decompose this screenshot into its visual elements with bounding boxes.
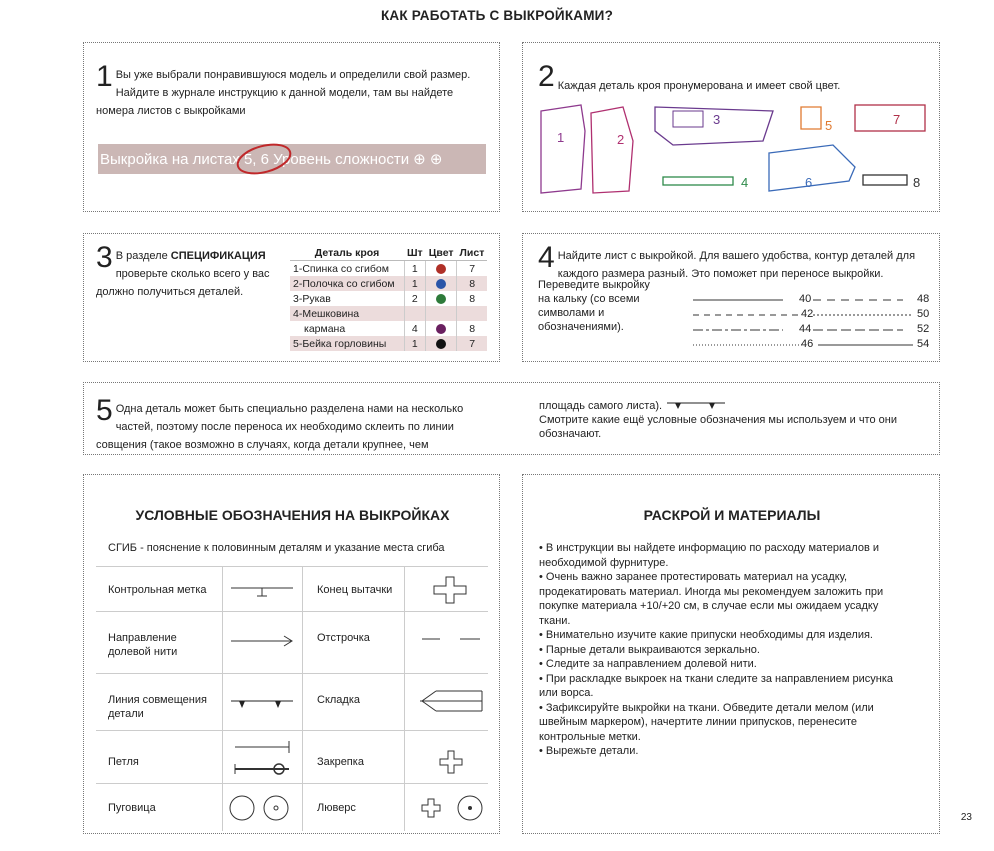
pleat-icon <box>418 687 484 715</box>
control-mark-icon <box>229 580 295 600</box>
dart-end-icon <box>432 575 468 605</box>
legend-title: УСЛОВНЫЕ ОБОЗНАЧЕНИЯ НА ВЫКРОЙКАХ <box>135 507 450 523</box>
step-5-text-right-2: Смотрите какие ещё условные обозначения мы используем и что они обозначают. <box>539 414 897 440</box>
legend-box <box>83 474 500 834</box>
step-2-text: Каждая деталь кроя пронумерована и имеет свой цвет. <box>557 80 841 92</box>
topstitch-icon <box>420 633 484 645</box>
list-item: • При раскладке выкроек на ткани следите за направлением рисунка или ворса. <box>539 672 894 699</box>
table-header: Лист <box>457 246 488 261</box>
size-label: 50 <box>917 308 930 320</box>
list-item: • Вырежьте детали. <box>539 745 639 757</box>
page-title: КАК РАБОТАТЬ С ВЫКРОЙКАМИ? <box>380 8 614 23</box>
size-label: 44 <box>799 323 812 335</box>
legend-item: Контрольная метка <box>108 584 207 596</box>
piece-label: 4 <box>741 175 749 190</box>
color-dot <box>436 279 446 289</box>
step-5-box <box>83 382 940 455</box>
step-5-text: Одна деталь может быть специально разделена нами на несколько частей, поэтому после переноса их необходимо склеить по линии совщения (такое возможно в случаях, когда детали крупнее, чем <box>96 403 464 451</box>
buttonhole-icon <box>229 739 295 779</box>
step-number: 5 <box>96 394 113 427</box>
step-4-text-2: Переведите выкройку на кальку (со всеми символами и обозначениями). <box>538 279 650 333</box>
piece-label: 6 <box>805 175 813 190</box>
alignment-mark-icon <box>665 400 727 412</box>
cutting-bullets <box>539 541 909 759</box>
table-row: 1-Спинка со сгибом 1 7 <box>290 261 487 277</box>
legend-item: Конец вытачки <box>317 584 393 596</box>
table-header: Деталь кроя <box>290 246 404 261</box>
legend-item: Пуговица <box>108 802 156 814</box>
list-item: • В инструкции вы найдете информацию по расходу материалов и необходимой фурнитуре. <box>539 542 879 569</box>
table-header: Цвет <box>426 246 457 261</box>
table-header: Шт <box>404 246 426 261</box>
size-label: 40 <box>799 293 812 305</box>
table-row: кармана 4 8 <box>290 321 487 336</box>
piece-label: 7 <box>893 112 901 127</box>
step-number: 2 <box>538 60 555 93</box>
table-row: 3-Рукав 2 8 <box>290 291 487 306</box>
color-dot <box>436 264 446 274</box>
specification-table <box>290 246 487 351</box>
legend-item: Петля <box>108 756 139 768</box>
list-item: • Парные детали выкраиваются зеркально. <box>539 643 760 656</box>
eyelet-icon <box>418 793 488 823</box>
piece-label: 3 <box>713 112 721 127</box>
piece-label: 1 <box>557 130 565 145</box>
step-1-text: Вы уже выбрали понравившуюся модель и определили свой размер. Найдите в журнале инструкцию к данной модели, там вы найдете номера листов с выкройками <box>96 69 471 117</box>
table-row: 2-Полочка со сгибом 1 8 <box>290 276 487 291</box>
size-label: 42 <box>801 308 814 320</box>
legend-item: Закрепка <box>317 756 364 768</box>
color-dot <box>436 339 446 349</box>
cutting-title: РАСКРОЙ И МАТЕРИАЛЫ <box>643 507 821 523</box>
list-item: • Следите за направлением долевой нити. <box>539 658 757 670</box>
button-icon <box>226 793 296 823</box>
color-dot <box>436 324 446 334</box>
page-number: 23 <box>960 812 972 823</box>
cutting-box <box>522 474 940 834</box>
size-label: 52 <box>917 323 930 335</box>
step-2-box <box>522 42 940 212</box>
list-item: • Внимательно изучите какие припуски необходимы для изделия. <box>539 629 873 641</box>
sheets-info-text: Выкройка на листах 5, 6 Уровень сложности <box>100 150 410 168</box>
legend-item: Складка <box>317 694 361 706</box>
step-3-box <box>83 233 500 362</box>
difficulty-icon: ⊕ ⊕ <box>413 151 443 168</box>
bartack-icon <box>438 749 464 775</box>
grain-arrow-icon <box>229 633 295 649</box>
table-row: 4-Мешковина <box>290 306 487 321</box>
step-4-box <box>522 233 940 362</box>
piece-label: 2 <box>617 132 625 147</box>
legend-item: Линия совмещения детали <box>108 694 207 720</box>
step-5-text-right: площадь самого листа). <box>539 400 663 412</box>
legend-item: Отстрочка <box>317 632 370 644</box>
legend-item: Люверс <box>317 802 356 814</box>
step-4-text: Найдите лист с выкройкой. Для вашего удобства, контур деталей для каждого размера разный. Это поможет при переносе выкройки. <box>557 250 916 280</box>
legend-item: Направление долевой нити <box>108 632 178 658</box>
piece-label: 8 <box>913 175 921 190</box>
alignment-line-icon <box>229 697 295 713</box>
size-label: 46 <box>801 338 814 350</box>
step-number: 3 <box>96 241 113 274</box>
list-item: • Зафиксируйте выкройки на ткани. Обведите детали мелом (или швейным маркером), начертите линии припусков, перенесите контрольные метки. <box>539 701 874 743</box>
size-label: 48 <box>917 293 930 305</box>
list-item: • Очень важно заранее протестировать материал на усадку, продекатировать материал. Иногда мы рекомендуем заложить при покупке материала +10/+20 см, в случае если мы ожидаем усадку ткани. <box>539 571 884 627</box>
piece-label: 5 <box>825 118 833 133</box>
step-number: 4 <box>538 241 555 274</box>
size-label: 54 <box>917 338 930 350</box>
circle-highlight-icon <box>234 140 294 178</box>
step-3-text: В разделе СПЕЦИФИКАЦИЯ проверьте сколько всего у вас должно получиться деталей. <box>96 250 270 298</box>
step-1-box <box>83 42 500 212</box>
step-number: 1 <box>96 60 113 93</box>
pattern-pieces-illustration <box>533 101 933 206</box>
color-dot <box>436 294 446 304</box>
legend-note: СГИБ - пояснение к половинным деталям и указание места сгиба <box>108 542 445 554</box>
table-row: 5-Бейка горловины 1 7 <box>290 336 487 351</box>
